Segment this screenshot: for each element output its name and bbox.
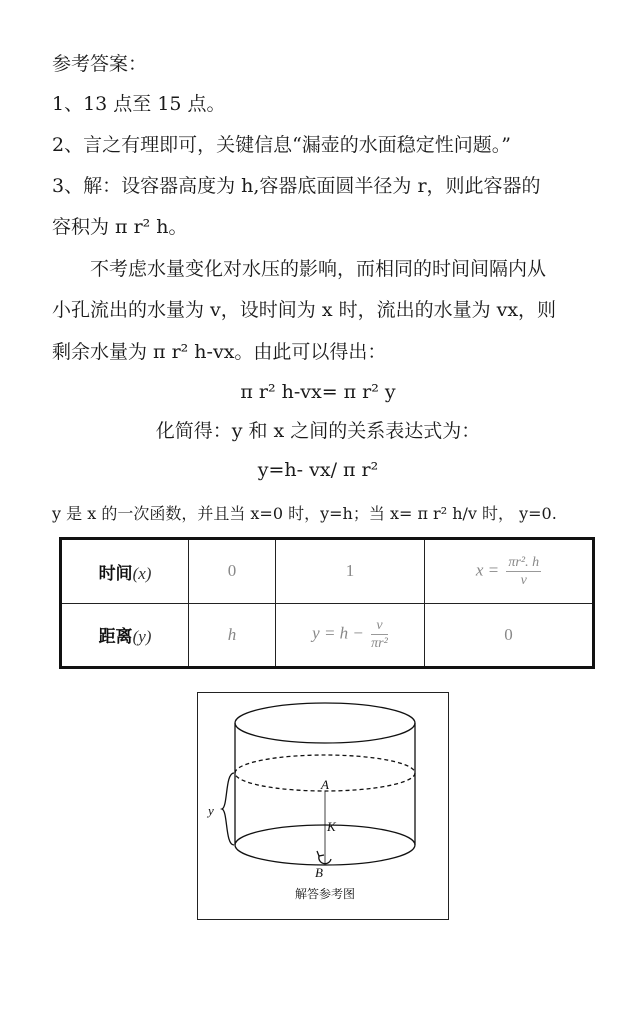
outflow-arrowhead bbox=[317, 851, 324, 856]
answer-2: 2、言之有理即可，关键信息“漏壶的水面稳定性问题。” bbox=[52, 134, 512, 156]
label-k: K bbox=[327, 819, 336, 834]
paragraph-line1: 不考虑水量变化对水压的影响，而相同的时间间隔内从 bbox=[90, 258, 547, 280]
time-cell-2: 1 bbox=[276, 539, 425, 604]
time-fraction-num: πr². h bbox=[508, 554, 540, 570]
simplify-line: 化简得：y 和 x 之间的关系表达式为： bbox=[155, 420, 481, 442]
time-cell-1: 0 bbox=[189, 539, 276, 604]
distance-var: (y) bbox=[132, 627, 152, 647]
time-fraction-den: v bbox=[520, 572, 527, 588]
reference-figure bbox=[197, 692, 449, 920]
answer-1: 1、13 点至 15 点。 bbox=[52, 93, 226, 115]
label-y: y bbox=[208, 803, 214, 818]
time-formula-lhs: x = bbox=[475, 560, 500, 580]
time-var: (x) bbox=[132, 563, 152, 583]
distance-fraction-den: πr² bbox=[371, 636, 388, 652]
time-cell-3 bbox=[425, 539, 594, 604]
time-label: 时间 bbox=[98, 563, 133, 584]
cylinder-diagram bbox=[198, 693, 447, 918]
table-row-distance bbox=[61, 603, 594, 668]
value-table bbox=[59, 537, 595, 669]
distance-cell-1: h bbox=[189, 603, 276, 668]
equation-2: y=h- vx/ π r² bbox=[257, 459, 379, 481]
distance-header bbox=[61, 603, 189, 668]
paragraph-line3: 剩余水量为 π r² h-vx。由此可以得出： bbox=[52, 341, 387, 363]
distance-fraction-num: v bbox=[371, 617, 388, 635]
distance-formula-lhs: y = h − bbox=[312, 623, 364, 643]
cylinder-top-ellipse bbox=[235, 703, 415, 743]
paragraph-line2: 小孔流出的水量为 v，设时间为 x 时，流出的水量为 vx，则 bbox=[52, 299, 557, 321]
table-row-time bbox=[61, 539, 594, 604]
answer-title: 参考答案： bbox=[52, 53, 148, 75]
label-a: A bbox=[321, 777, 329, 792]
distance-cell-3: 0 bbox=[425, 603, 594, 668]
y-brace bbox=[222, 773, 234, 845]
distance-fraction bbox=[371, 617, 388, 652]
figure-caption: 解答参考图 bbox=[294, 887, 356, 901]
distance-label: 距离 bbox=[98, 627, 133, 648]
distance-cell-2 bbox=[276, 603, 425, 668]
label-b: B bbox=[315, 865, 323, 880]
time-fraction bbox=[506, 554, 541, 589]
equation-1: π r² h-vx= π r² y bbox=[240, 381, 396, 403]
conclusion-line: y 是 x 的一次函数，并且当 x=0 时，y=h；当 x= π r² h/v 时， y=0. bbox=[52, 504, 557, 523]
time-header bbox=[61, 539, 189, 604]
answer-3-line2: 容积为 π r² h。 bbox=[52, 216, 188, 238]
answer-3-line1: 3、解：设容器高度为 h,容器底面圆半径为 r，则此容器的 bbox=[52, 175, 541, 197]
